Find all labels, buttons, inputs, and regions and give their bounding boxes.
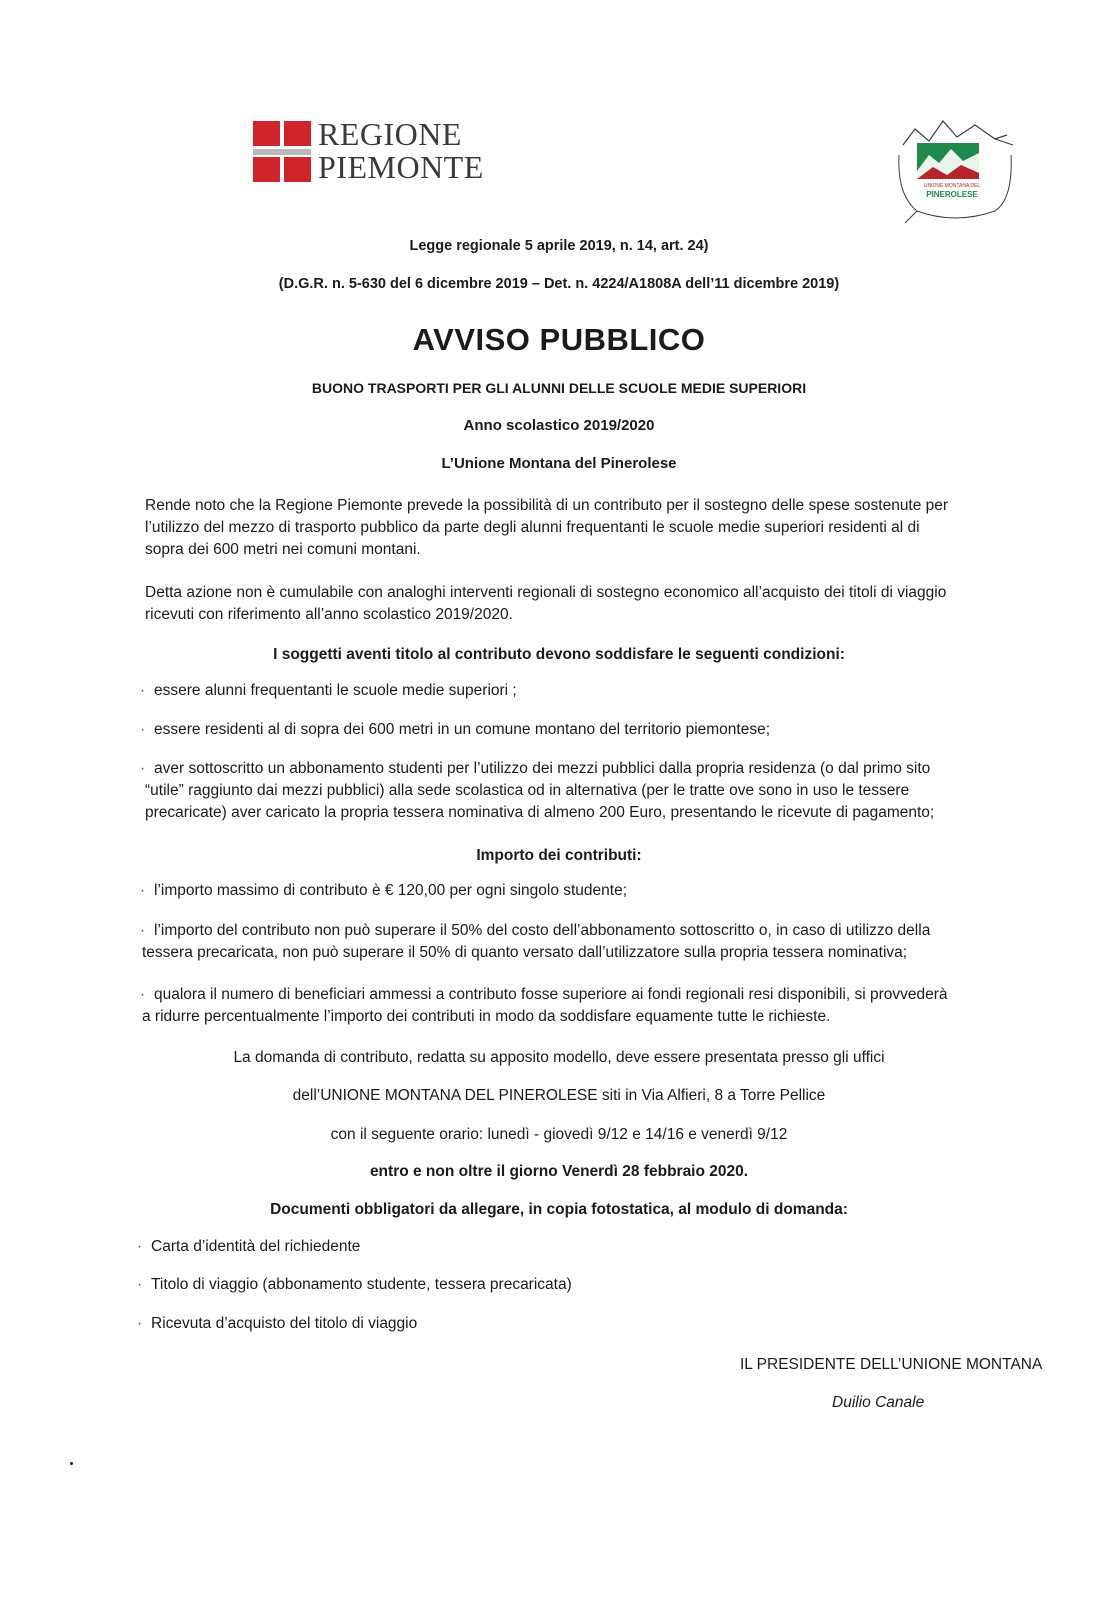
text-line: aver sottoscritto un abbonamento studenti per l’utilizzo dei mezzi pubblici dalla propria residenza (o dal primo sito — [154, 760, 931, 777]
amount-item — [140, 920, 1060, 964]
text-line: a ridurre percentualmente l’importo dei contributi in modo da soddisfare equamente tutte le richieste. — [142, 1008, 831, 1025]
text-line: qualora il numero di beneficiari ammessi a contributo fosse superiore ai fondi regionali resi disponibili, si provvederà — [154, 986, 948, 1003]
bullet-icon: · — [140, 986, 146, 1003]
conditions-heading: I soggetti aventi titolo al contributo devono soddisfare le seguenti condizioni: — [273, 646, 845, 663]
intro-paragraph — [145, 495, 1060, 561]
unione-montana-logo — [895, 115, 1025, 225]
submission-line-2: dell’UNIONE MONTANA DEL PINEROLESE siti in Via Alfieri, 8 a Torre Pellice — [292, 1087, 826, 1104]
condition-item — [140, 758, 1060, 824]
amounts-heading: Importo dei contributi: — [476, 847, 642, 864]
page-title: AVVISO PUBBLICO — [412, 322, 706, 357]
bullet-icon: · — [140, 882, 146, 899]
text-line: Ricevuta d’acquisto del titolo di viaggio — [151, 1315, 418, 1332]
document-item — [137, 1236, 360, 1258]
text-line: Rende noto che la Regione Piemonte prevede la possibilità di un contributo per il sostegno delle spese sostenute per — [145, 497, 949, 514]
text-line: Detta azione non è cumulabile con analoghi interventi regionali di sostegno economico all’acquisto dei titoli di viaggio — [145, 584, 947, 601]
amount-item — [140, 880, 1060, 902]
document-item — [137, 1274, 572, 1296]
bullet-icon: · — [140, 760, 146, 777]
bullet-icon: · — [137, 1276, 143, 1293]
law-reference: Legge regionale 5 aprile 2019, n. 14, art. 24) — [409, 238, 709, 254]
document-item — [137, 1313, 417, 1335]
text-line: tessera precaricata, non può superare il 50% di quanto versato dall’utilizzatore sulla propria tessera nominativa; — [142, 944, 908, 961]
regione-piemonte-logo — [253, 118, 483, 190]
signature-role: IL PRESIDENTE DELL’UNIONE MONTANA — [740, 1356, 1043, 1373]
condition-item — [140, 680, 1060, 702]
bullet-icon: · — [140, 721, 146, 738]
cumulability-paragraph — [145, 582, 1060, 626]
text-line: essere residenti al di sopra dei 600 metri in un comune montano del territorio piemontese; — [154, 721, 771, 738]
mountain-logo-icon — [895, 115, 1025, 225]
submission-line-1: La domanda di contributo, redatta su apposito modello, deve essere presentata presso gli uffici — [233, 1049, 885, 1066]
text-line: Carta d’identità del richiedente — [151, 1238, 361, 1255]
text-line: l’utilizzo del mezzo di trasporto pubblico da parte degli alunni frequentanti le scuole medie superiori residenti al di — [145, 519, 920, 536]
subtitle: BUONO TRASPORTI PER GLI ALUNNI DELLE SCUOLE MEDIE SUPERIORI — [311, 380, 807, 396]
text-line: l’importo del contributo non può superare il 50% del costo dell’abbonamento sottoscritto o, in caso di utilizzo della — [154, 922, 931, 939]
logo-right-line2: PINEROLESE — [926, 190, 978, 199]
bullet-icon: · — [137, 1238, 143, 1255]
text-line: ricevuti con riferimento all’anno scolastico 2019/2020. — [145, 606, 513, 623]
submission-line-3: con il seguente orario: lunedì - giovedì 9/12 e 14/16 e venerdì 9/12 — [330, 1126, 788, 1143]
logo-right-line1: UNIONE MONTANA DEL — [923, 183, 981, 189]
text-line: “utile” raggiunto dai mezzi pubblici) alla sede scolastica od in alternativa (per le tratte ove sono in uso le tessere — [145, 782, 910, 799]
school-year: Anno scolastico 2019/2020 — [463, 417, 655, 434]
logo-left-line2: PIEMONTE — [318, 149, 484, 185]
deadline: entro e non oltre il giorno Venerdì 28 febbraio 2020. — [369, 1163, 749, 1180]
bullet-icon: · — [140, 682, 146, 699]
documents-heading: Documenti obbligatori da allegare, in copia fotostatica, al modulo di domanda: — [270, 1201, 848, 1218]
dgr-reference: (D.G.R. n. 5-630 del 6 dicembre 2019 – Det. n. 4224/A1808A dell’11 dicembre 2019) — [278, 276, 840, 292]
text-line: precaricate) aver caricato la propria tessera nominativa di almeno 200 Euro, presentando le ricevute di pagamento; — [145, 804, 935, 821]
text-line: essere alunni frequentanti le scuole medie superiori ; — [154, 682, 517, 699]
text-line: sopra dei 600 metri nei comuni montani. — [145, 541, 421, 558]
text-line: l’importo massimo di contributo è € 120,00 per ogni singolo studente; — [154, 882, 628, 899]
scan-speck — [70, 1462, 73, 1465]
logo-left-line1: REGIONE — [318, 116, 462, 152]
bullet-icon: · — [140, 922, 146, 939]
issuer: L’Unione Montana del Pinerolese — [441, 455, 677, 472]
regione-flag-icon — [253, 121, 311, 183]
condition-item — [140, 719, 1060, 741]
signature-name: Duilio Canale — [832, 1394, 925, 1411]
amount-item — [140, 984, 1060, 1028]
bullet-icon: · — [137, 1315, 143, 1332]
text-line: Titolo di viaggio (abbonamento studente, tessera precaricata) — [151, 1276, 572, 1293]
